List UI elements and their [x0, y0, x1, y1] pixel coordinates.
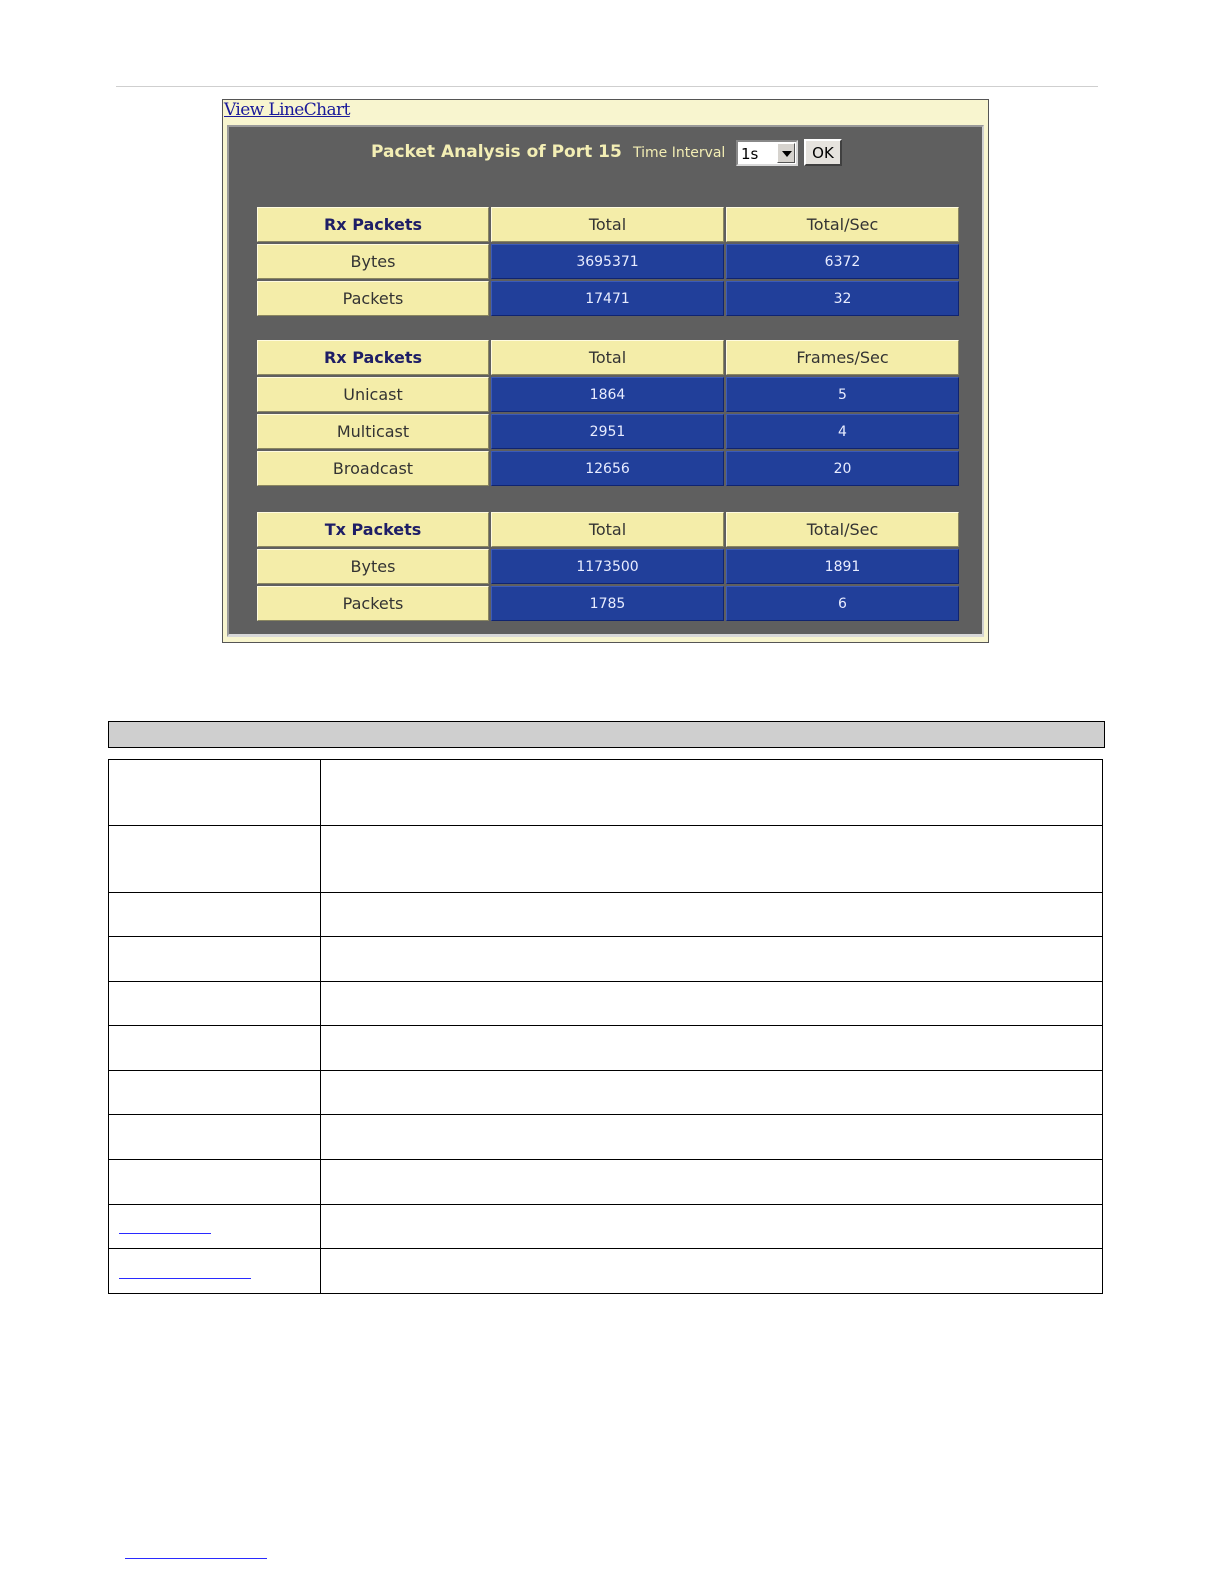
table-header-row: [257, 340, 959, 375]
header-frames-per-sec: Frames/Sec: [726, 340, 959, 375]
row-label: Packets: [257, 281, 489, 316]
row-label: Multicast: [257, 414, 489, 449]
table-row: [257, 586, 959, 621]
row-total: 12656: [491, 451, 724, 486]
row-total: 3695371: [491, 244, 724, 279]
packet-analysis-panel: [227, 125, 984, 637]
doc-cell-term: [109, 1249, 321, 1294]
doc-table-row: [109, 1071, 1103, 1115]
doc-cell-term: [109, 760, 321, 826]
rx-frames-table: [255, 338, 961, 488]
header-rx-packets: Rx Packets: [257, 207, 489, 242]
doc-cell-term: [109, 1071, 321, 1115]
table-row: [257, 549, 959, 584]
table-row: [257, 244, 959, 279]
doc-cell-description: [321, 893, 1103, 937]
doc-cell-term: [109, 1205, 321, 1249]
doc-cell-description: [321, 826, 1103, 893]
table-row: [257, 377, 959, 412]
header-total: Total: [491, 207, 724, 242]
row-label: Broadcast: [257, 451, 489, 486]
doc-table-row: [109, 760, 1103, 826]
tx-table: [255, 510, 961, 623]
doc-description-table: [108, 759, 1103, 1294]
doc-cell-description: [321, 1205, 1103, 1249]
chevron-down-icon[interactable]: [777, 143, 795, 163]
table-header-row: [257, 512, 959, 547]
row-label: Unicast: [257, 377, 489, 412]
header-total: Total: [491, 512, 724, 547]
time-interval-select[interactable]: [736, 140, 798, 166]
doc-table-row: [109, 937, 1103, 982]
time-interval-label: Time Interval: [633, 145, 726, 161]
row-total: 1173500: [491, 549, 724, 584]
doc-table-row: [109, 1160, 1103, 1205]
row-rate: 20: [726, 451, 959, 486]
row-rate: 32: [726, 281, 959, 316]
table-row: [257, 281, 959, 316]
row-rate: 4: [726, 414, 959, 449]
row-total: 1785: [491, 586, 724, 621]
doc-cell-term: [109, 937, 321, 982]
row-rate: 6: [726, 586, 959, 621]
doc-cell-description: [321, 760, 1103, 826]
row-label: Packets: [257, 586, 489, 621]
row-rate: 1891: [726, 549, 959, 584]
doc-cell-term: [109, 1026, 321, 1071]
doc-table-row: [109, 1026, 1103, 1071]
doc-cell-description: [321, 982, 1103, 1026]
row-rate: 5: [726, 377, 959, 412]
panel-title: Packet Analysis of Port 15: [371, 142, 622, 162]
doc-cell-description: [321, 1071, 1103, 1115]
doc-cell-term: [109, 1160, 321, 1205]
doc-cell-description: [321, 1115, 1103, 1160]
doc-link[interactable]: [119, 1278, 251, 1279]
table-header-row: [257, 207, 959, 242]
header-total-per-sec: Total/Sec: [726, 512, 959, 547]
doc-cell-term: [109, 893, 321, 937]
doc-cell-term: [109, 826, 321, 893]
view-linechart-link[interactable]: View LineChart: [224, 100, 350, 120]
table-row: [257, 414, 959, 449]
top-rule: [116, 86, 1098, 87]
doc-cell-description: [321, 1249, 1103, 1294]
row-rate: 6372: [726, 244, 959, 279]
doc-table-row: [109, 1115, 1103, 1160]
doc-cell-term: [109, 982, 321, 1026]
doc-cell-description: [321, 937, 1103, 982]
doc-table-row: [109, 826, 1103, 893]
doc-link[interactable]: [119, 1233, 211, 1234]
footer-link[interactable]: [125, 1558, 267, 1559]
doc-table-row: [109, 893, 1103, 937]
row-total: 1864: [491, 377, 724, 412]
row-total: 17471: [491, 281, 724, 316]
ok-button[interactable]: OK: [804, 139, 842, 166]
doc-table-row: [109, 1205, 1103, 1249]
rx-bytes-table: [255, 205, 961, 318]
table-row: [257, 451, 959, 486]
doc-cell-term: [109, 1115, 321, 1160]
doc-table-row: [109, 1249, 1103, 1294]
doc-cell-description: [321, 1160, 1103, 1205]
doc-cell-description: [321, 1026, 1103, 1071]
packet-analysis-screenshot: [222, 99, 989, 643]
header-tx-packets: Tx Packets: [257, 512, 489, 547]
doc-table-row: [109, 982, 1103, 1026]
row-total: 2951: [491, 414, 724, 449]
time-interval-value: 1s: [741, 145, 759, 163]
row-label: Bytes: [257, 244, 489, 279]
header-rx-packets: Rx Packets: [257, 340, 489, 375]
header-total: Total: [491, 340, 724, 375]
header-total-per-sec: Total/Sec: [726, 207, 959, 242]
doc-table-header-bar: [108, 721, 1105, 748]
row-label: Bytes: [257, 549, 489, 584]
